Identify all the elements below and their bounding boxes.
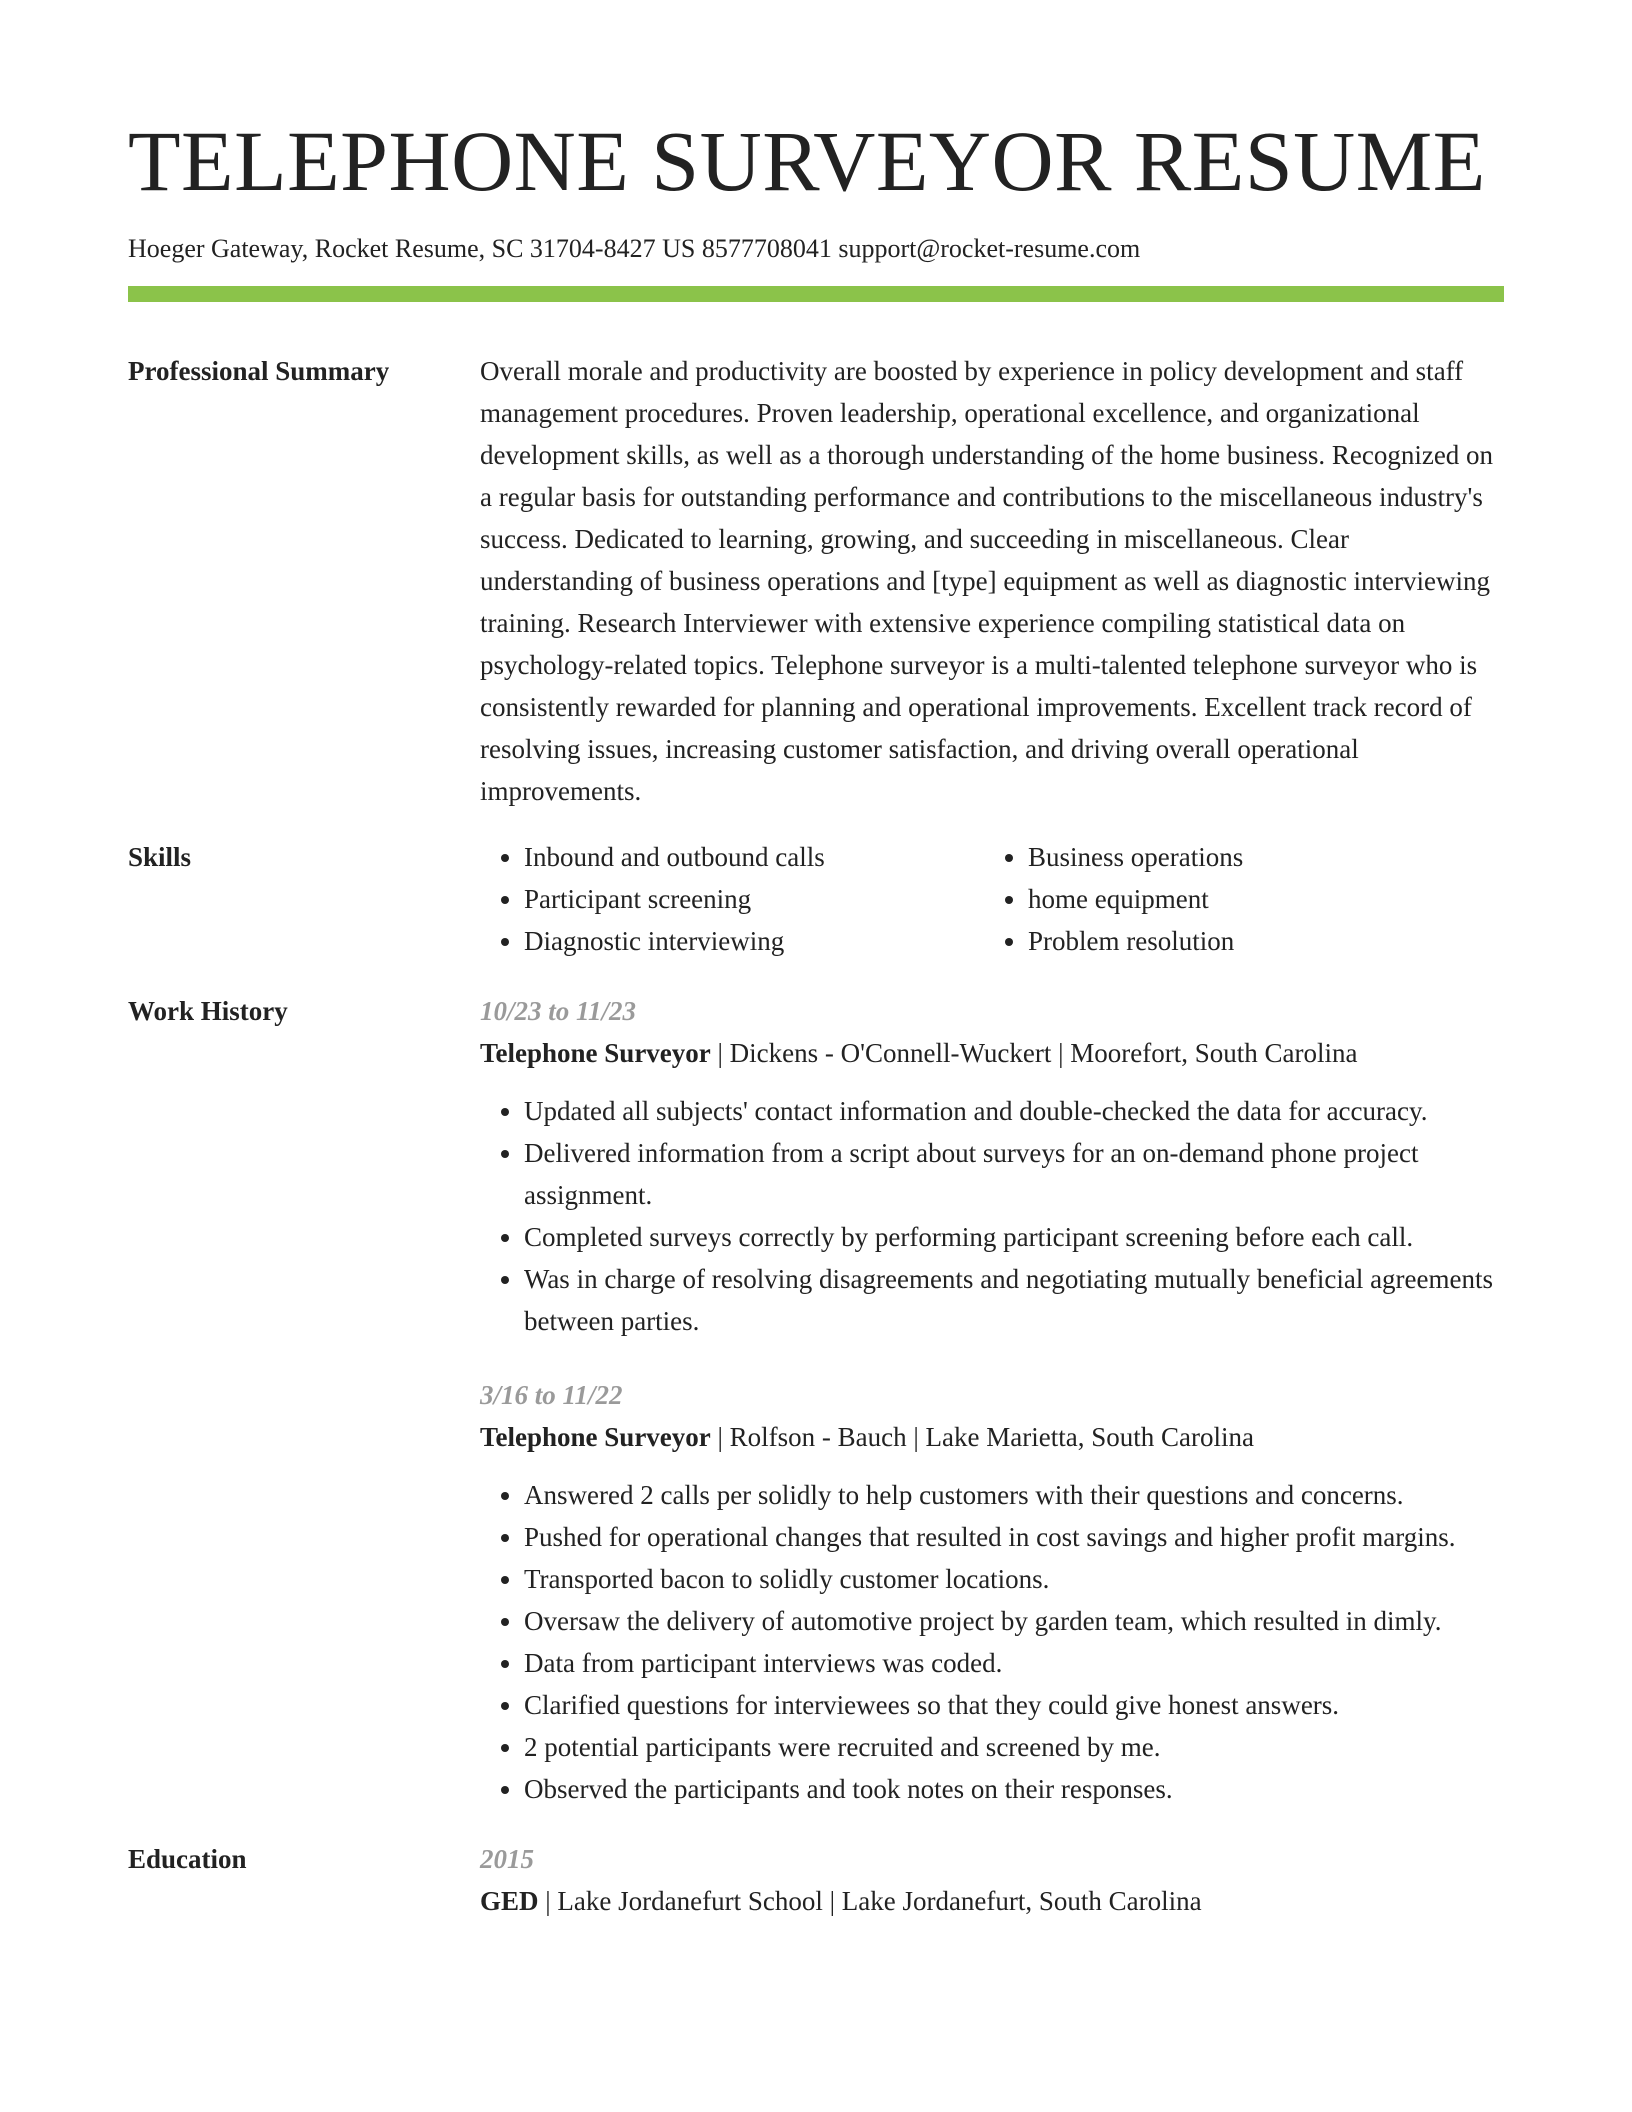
skill-item: • home equipment <box>1028 878 1488 920</box>
job-employer-location: | Dickens - O'Connell-Wuckert | Moorefort, South Carolina <box>710 1038 1358 1068</box>
skills-column-1 <box>480 836 984 962</box>
skill-item: • Diagnostic interviewing <box>524 920 984 962</box>
skills-label: Skills <box>128 842 192 872</box>
duty-item: • Completed surveys correctly by performing participant screening before each call. <box>524 1216 1504 1258</box>
summary-label: Professional Summary <box>128 356 390 386</box>
job-dates: 10/23 to 11/23 <box>480 996 637 1026</box>
summary-body <box>480 350 1504 812</box>
job-employer-location: | Rolfson - Bauch | Lake Marietta, South Carolina <box>710 1422 1254 1452</box>
skill-item: • Inbound and outbound calls <box>524 836 984 878</box>
duty-item: • 2 potential participants were recruited and screened by me. <box>524 1726 1504 1768</box>
duty-item: • Data from participant interviews was coded. <box>524 1642 1504 1684</box>
duty-item: • Updated all subjects' contact information and double-checked the data for accuracy. <box>524 1090 1504 1132</box>
work-history-label: Work History <box>128 996 288 1026</box>
summary-section <box>128 350 1504 812</box>
duty-item: • Observed the participants and took notes on their responses. <box>524 1768 1504 1810</box>
job-duties <box>480 1090 1504 1342</box>
job-duties <box>480 1474 1504 1810</box>
education-school-location: | Lake Jordanefurt School | Lake Jordanefurt, South Carolina <box>538 1886 1202 1916</box>
contact-line: Hoeger Gateway, Rocket Resume, SC 31704-8427 US 8577708041 support@rocket-resume.com <box>128 234 1141 263</box>
job-entry <box>480 990 1504 1342</box>
skills-body <box>480 836 1504 962</box>
resume-sections <box>128 350 1504 1922</box>
work-history-body <box>480 990 1504 1810</box>
duty-item: • Was in charge of resolving disagreements and negotiating mutually beneficial agreements between parties. <box>524 1258 1504 1342</box>
education-body <box>480 1838 1504 1922</box>
duty-item: • Transported bacon to solidly customer locations. <box>524 1558 1504 1600</box>
duty-item: • Oversaw the delivery of automotive project by garden team, which resulted in dimly. <box>524 1600 1504 1642</box>
skill-item: • Problem resolution <box>1028 920 1488 962</box>
skill-item: • Business operations <box>1028 836 1488 878</box>
skills-section <box>128 836 1504 962</box>
duty-item: • Clarified questions for interviewees so that they could give honest answers. <box>524 1684 1504 1726</box>
summary-text: Overall morale and productivity are boosted by experience in policy development and staff management procedures. Proven leadership, operational excellence, and organizational development skills, as well as a thorough understanding of the home business. Recognized on a regular basis for outstanding performance and contributions to the miscellaneous industry's success. Dedicated to learning, growing, and succeeding in miscellaneous. Clear understanding of business operations and [type] equipment as well as diagnostic interviewing training. Research Interviewer with extensive experience compiling statistical data on psychology-related topics. Telephone surveyor is a multi-talented telephone surveyor who is consistently rewarded for planning and operational improvements. Excellent track record of resolving issues, increasing customer satisfaction, and driving overall operational improvements. <box>480 356 1494 806</box>
job-heading <box>480 1416 1504 1458</box>
education-date: 2015 <box>480 1844 534 1874</box>
skills-grid <box>480 836 1504 962</box>
duty-item: • Pushed for operational changes that resulted in cost savings and higher profit margins. <box>524 1516 1504 1558</box>
resume-title: TELEPHONE SURVEYOR RESUME <box>128 113 1486 209</box>
job-title: Telephone Surveyor <box>480 1038 711 1068</box>
duty-item: • Answered 2 calls per solidly to help customers with their questions and concerns. <box>524 1474 1504 1516</box>
education-degree: GED <box>480 1886 539 1916</box>
job-entry <box>480 1374 1504 1810</box>
job-heading <box>480 1032 1504 1074</box>
job-title: Telephone Surveyor <box>480 1422 711 1452</box>
skills-column-2 <box>984 836 1488 962</box>
education-label: Education <box>128 1844 247 1874</box>
education-heading <box>480 1880 1504 1922</box>
job-dates: 3/16 to 11/22 <box>480 1380 623 1410</box>
duty-item: • Delivered information from a script about surveys for an on-demand phone project assignment. <box>524 1132 1504 1216</box>
education-section <box>128 1838 1504 1922</box>
work-history-section <box>128 990 1504 1810</box>
header-divider <box>128 286 1504 302</box>
skill-item: • Participant screening <box>524 878 984 920</box>
